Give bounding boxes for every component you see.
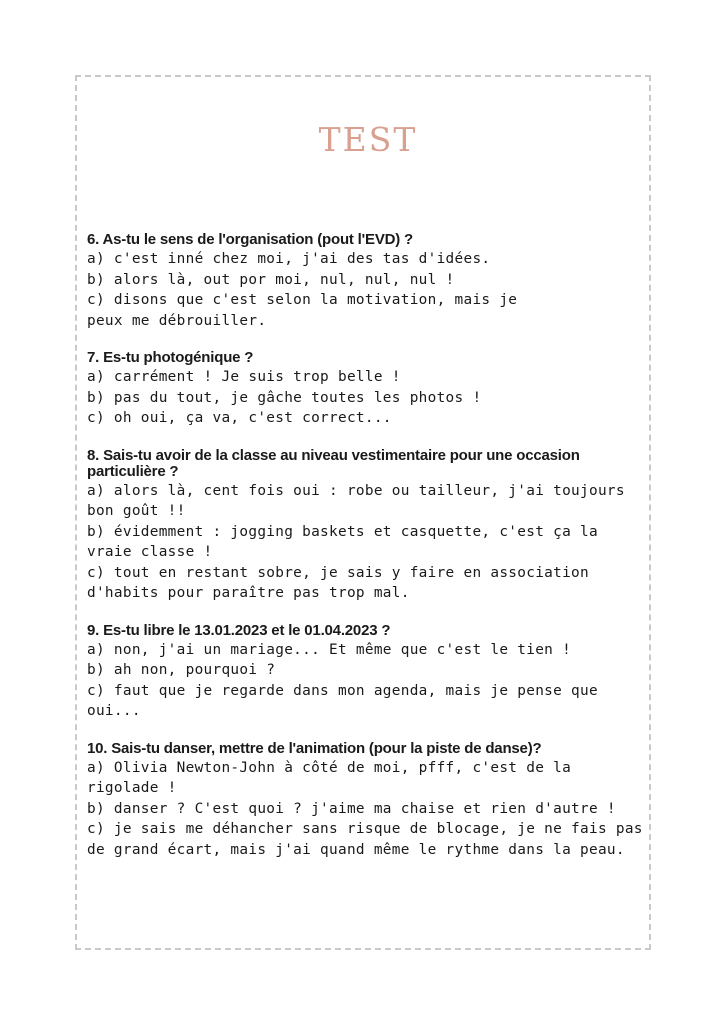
answer-option-b: b) alors là, out por moi, nul, nul, nul ! [87, 271, 455, 288]
question-heading: 9. Es-tu libre le 13.01.2023 et le 01.04.2023 ? [87, 621, 391, 639]
answer-option-a: a) c'est inné chez moi, j'ai des tas d'idées. [87, 251, 491, 267]
question-heading: 7. Es-tu photogénique ? [87, 349, 254, 366]
answer-option-c: c) oh oui, ça va, c'est correct... [87, 410, 392, 426]
question-heading: 6. As-tu le sens de l'organisation (pout l'EVD) ? [87, 231, 413, 248]
question-block-10 [87, 741, 647, 861]
question-heading: 8. Sais-tu avoir de la classe au niveau vestimentaire pour une occasion particulière ? [87, 446, 580, 480]
question-block-9 [87, 623, 647, 722]
question-block-8 [87, 448, 647, 604]
answer-option-c: c) faut que je regarde dans mon agenda, mais je pense que oui... [87, 682, 598, 719]
answer-option-a: a) non, j'ai un mariage... Et même que c'est le tien ! [87, 641, 572, 658]
answer-option-a: a) alors là, cent fois oui : robe ou tailleur, j'ai toujours bon goût !! [87, 482, 625, 519]
answer-option-c: c) disons que c'est selon la motivation, mais je peux me débrouiller. [87, 292, 518, 329]
answer-option-a: a) Olivia Newton-John à côté de moi, pfff, c'est de la rigolade ! [87, 759, 572, 796]
question-block-6 [87, 232, 647, 331]
answer-option-c: c) je sais me déhancher sans risque de blocage, je ne fais pas de grand écart, mais j'ai quand même le rythme dans la peau. [87, 821, 643, 858]
answer-option-b: b) évidemment : jogging baskets et casquette, c'est ça la vraie classe ! [87, 523, 598, 560]
question-block-7 [87, 350, 647, 429]
answer-option-a: a) carrément ! Je suis trop belle ! [87, 369, 401, 385]
answer-option-c: c) tout en restant sobre, je sais y faire en association d'habits pour paraître pas trop mal. [87, 564, 589, 601]
quiz-content [87, 232, 647, 879]
question-heading: 10. Sais-tu danser, mettre de l'animation (pour la piste de danse)? [87, 739, 542, 757]
page-title: TEST [318, 120, 418, 159]
answer-option-b: b) pas du tout, je gâche toutes les photos ! [87, 389, 482, 406]
answer-option-b: b) danser ? C'est quoi ? j'aime ma chaise et rien d'autre ! [87, 800, 616, 817]
answer-option-b: b) ah non, pourquoi ? [87, 662, 276, 678]
